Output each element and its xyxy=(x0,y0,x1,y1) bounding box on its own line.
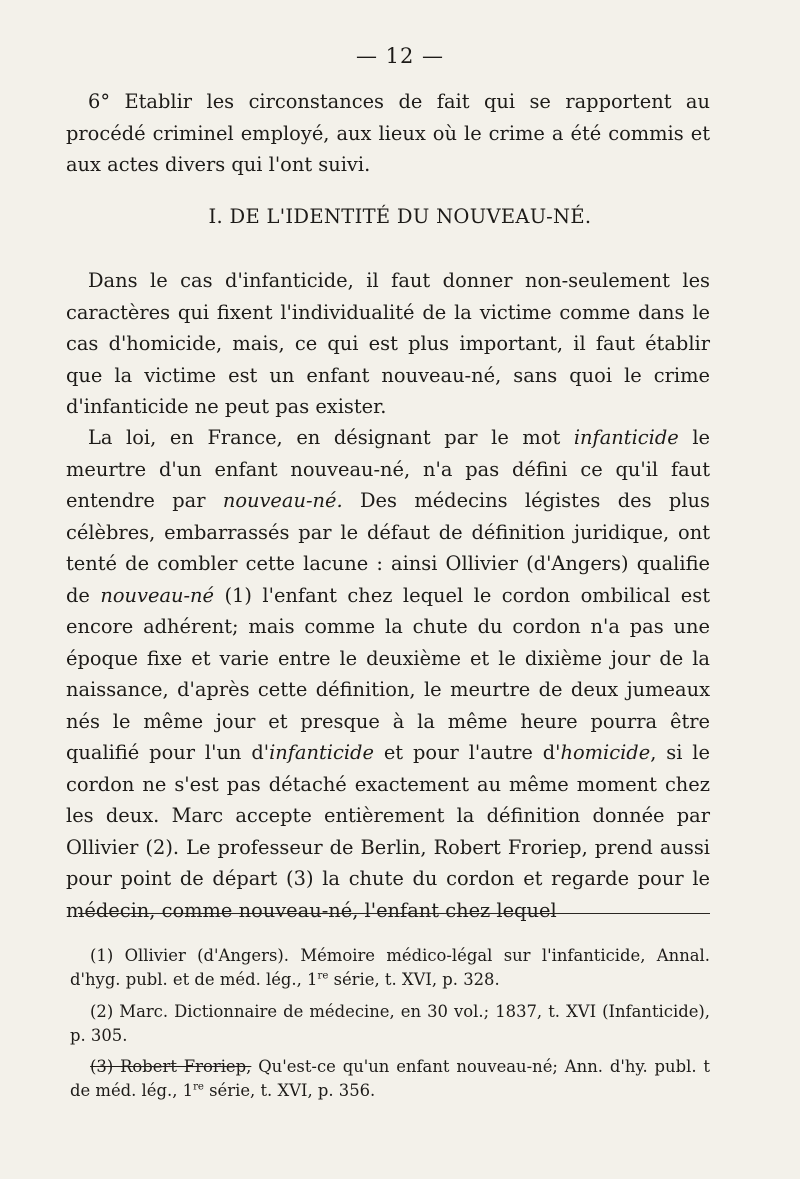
paragraph-1: Dans le cas d'infanticide, il faut donner non-seulement les caractères qui fixent l'individualité de la victime comme dans le cas d'homicide, mais, ce qui est plus important, il faut établir que la victime est un enfant nouveau-né, sans quoi le crime d'infanticide ne peut pas exister. xyxy=(66,269,710,418)
paragraph-2 xyxy=(66,422,710,926)
paragraph-2-text: et pour l'autre d' xyxy=(373,741,561,764)
footnote-3 xyxy=(70,1055,710,1103)
intro-paragraph: 6° Etablir les circonstances de fait qui se rapportent au procédé criminel employé, aux lieux où le crime a été commis et aux actes divers qui l'ont suivi. xyxy=(66,90,710,176)
paragraph-2-text: , si le cordon ne s'est pas détaché exactement au même moment chez les deux. Marc accepte entièrement la définition donnée par Ollivier (2). Le professeur de Berlin, Robert Froriep, prend aussi pour point de départ (3) la chute du cordon et regarde pour le médecin, comme nouveau-né, l'enfant chez lequel xyxy=(66,741,710,922)
italic-term: nouveau-né xyxy=(100,583,215,607)
footnote-2: (2) Marc. Dictionnaire de médecine, en 30 vol.; 1837, t. XVI (Infanticide), p. 305. xyxy=(70,1002,710,1045)
footnote-superscript: re xyxy=(317,970,329,982)
footnote-text: (1) Ollivier (d'Angers). Mémoire médico-légal sur l'infanticide, Annal. d'hyg. publ. et de méd. lég., 1 xyxy=(70,946,710,989)
footnote-struck-text: (3) Robert Froriep, xyxy=(90,1057,252,1076)
italic-term: nouveau-né. xyxy=(222,489,343,512)
page-number: — 12 — xyxy=(355,44,445,68)
footnote-text: série, t. XVI, p. 356. xyxy=(203,1081,376,1100)
footnote-text: série, t. XVI, p. 328. xyxy=(328,970,500,989)
italic-term: infanticide xyxy=(269,741,374,764)
footnote-separator xyxy=(78,913,710,914)
paragraph-2-text: La loi, en France, en désignant par le mot xyxy=(88,426,574,449)
paragraph-2-text: le meurtre d'un enfant nouveau-né, n'a pas défini ce qu'il faut entendre par xyxy=(66,426,710,512)
paragraph-2-text: (1) l'enfant chez lequel le cordon ombilical est encore adhérent; mais comme la chute du cordon n'a pas une époque fixe et varie entre le deuxième et le dixième jour de la naissance, d'après cette définition, le meurtre de deux jumeaux nés le même jour et presque à la même heure pourra être qualifié pour l'un d' xyxy=(66,583,710,764)
footnote-1 xyxy=(70,944,710,992)
footnote-superscript: re xyxy=(193,1081,204,1093)
paragraph-2-text: Des médecins légistes des plus célèbres, embarrassés par le défaut de définition juridique, ont tenté de combler cette lacune : ainsi Ollivier (d'Angers) qualifie de xyxy=(66,489,710,607)
section-heading: I. DE L'IDENTITÉ DU NOUVEAU-NÉ. xyxy=(208,205,592,228)
footnote-text: Qu'est-ce qu'un enfant nouveau-né; Ann. d'hy. publ. t de méd. lég., 1 xyxy=(70,1057,710,1100)
italic-term: homicide xyxy=(560,741,651,764)
italic-term: infanticide xyxy=(573,426,679,449)
